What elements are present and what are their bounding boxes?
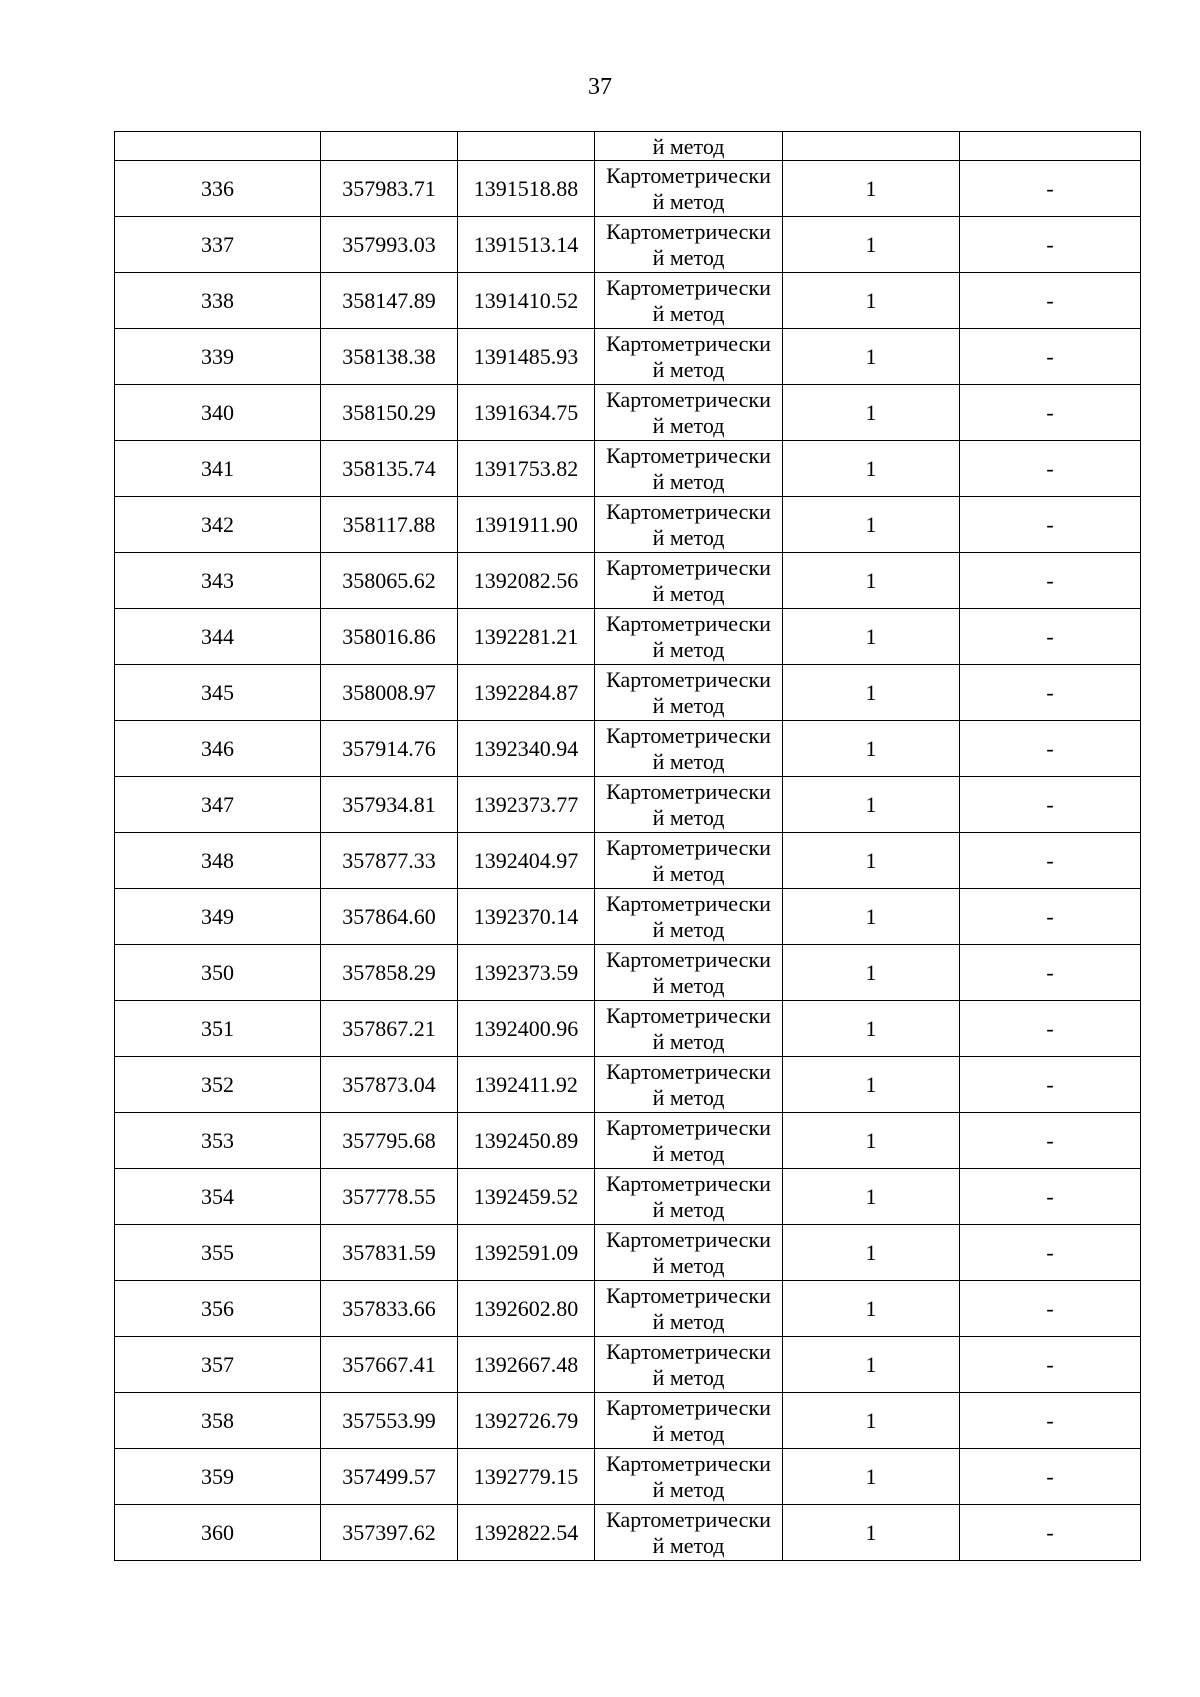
table-row	[115, 1225, 1141, 1281]
accuracy-cell: 1	[783, 1393, 960, 1449]
table-row	[115, 553, 1141, 609]
point-number-cell: 347	[115, 777, 321, 833]
method-cell	[595, 945, 783, 1001]
x-coordinate-cell: 357983.71	[321, 161, 458, 217]
note-cell: -	[960, 161, 1141, 217]
note-cell: -	[960, 833, 1141, 889]
table-row	[115, 1505, 1141, 1561]
table-row	[115, 889, 1141, 945]
method-cell	[595, 1337, 783, 1393]
x-coordinate-cell: 358150.29	[321, 385, 458, 441]
point-number-cell: 360	[115, 1505, 321, 1561]
y-coordinate-cell: 1392726.79	[458, 1393, 595, 1449]
note-cell: -	[960, 217, 1141, 273]
method-text-line: Картометрически	[606, 1282, 771, 1308]
note-cell: -	[960, 497, 1141, 553]
method-text-line: Картометрически	[606, 834, 771, 860]
note-cell: -	[960, 945, 1141, 1001]
method-text-line: й метод	[652, 580, 725, 606]
table-row	[115, 1393, 1141, 1449]
x-coordinate-cell: 357795.68	[321, 1113, 458, 1169]
method-cell	[595, 329, 783, 385]
method-tail-text: й метод	[652, 133, 725, 159]
x-coordinate-cell: 358016.86	[321, 609, 458, 665]
method-cell	[595, 833, 783, 889]
method-cell	[595, 1281, 783, 1337]
point-number-cell: 342	[115, 497, 321, 553]
method-cell	[595, 1113, 783, 1169]
accuracy-cell: 1	[783, 665, 960, 721]
note-cell: -	[960, 553, 1141, 609]
method-text-line: й метод	[652, 1196, 725, 1222]
method-text-line: й метод	[652, 188, 725, 214]
x-coordinate-cell: 358138.38	[321, 329, 458, 385]
x-coordinate-cell: 357831.59	[321, 1225, 458, 1281]
note-cell: -	[960, 1113, 1141, 1169]
table-row	[115, 385, 1141, 441]
method-text-line: й метод	[652, 468, 725, 494]
accuracy-cell: 1	[783, 1505, 960, 1561]
table-row	[115, 329, 1141, 385]
note-cell: -	[960, 1225, 1141, 1281]
page-number: 37	[588, 74, 612, 100]
point-number-cell: 358	[115, 1393, 321, 1449]
method-text-line: й метод	[652, 804, 725, 830]
note-cell: -	[960, 721, 1141, 777]
method-text-line: й метод	[652, 916, 725, 942]
x-coordinate-cell: 357867.21	[321, 1001, 458, 1057]
method-text-line: й метод	[652, 412, 725, 438]
note-cell: -	[960, 1001, 1141, 1057]
x-coordinate-cell: 358065.62	[321, 553, 458, 609]
note-cell: -	[960, 889, 1141, 945]
method-text-line: й метод	[652, 636, 725, 662]
method-text-line: Картометрически	[606, 666, 771, 692]
accuracy-cell: 1	[783, 441, 960, 497]
method-text-line: Картометрически	[606, 498, 771, 524]
y-coordinate-cell: 1392450.89	[458, 1113, 595, 1169]
point-number-cell: 340	[115, 385, 321, 441]
point-number-cell: 356	[115, 1281, 321, 1337]
method-cell	[595, 777, 783, 833]
method-cell	[595, 497, 783, 553]
y-coordinate-cell: 1391518.88	[458, 161, 595, 217]
x-coordinate-cell: 357397.62	[321, 1505, 458, 1561]
note-cell: -	[960, 385, 1141, 441]
method-text-line: й метод	[652, 1420, 725, 1446]
note-cell: -	[960, 441, 1141, 497]
method-cell	[595, 1057, 783, 1113]
table-row	[115, 273, 1141, 329]
y-coordinate-cell: 1391485.93	[458, 329, 595, 385]
method-text-line: Картометрически	[606, 1394, 771, 1420]
x-coordinate-cell: 357864.60	[321, 889, 458, 945]
table-row	[115, 1337, 1141, 1393]
note-cell: -	[960, 273, 1141, 329]
point-number-cell: 351	[115, 1001, 321, 1057]
y-coordinate-cell: 1392340.94	[458, 721, 595, 777]
method-text-line: Картометрически	[606, 1506, 771, 1532]
table-row	[115, 833, 1141, 889]
x-coordinate-cell: 358008.97	[321, 665, 458, 721]
table-row	[115, 777, 1141, 833]
method-cell	[595, 1001, 783, 1057]
y-coordinate-cell: 1391634.75	[458, 385, 595, 441]
point-number-cell: 350	[115, 945, 321, 1001]
y-coordinate-cell	[458, 132, 595, 161]
point-number-cell: 359	[115, 1449, 321, 1505]
method-text-line: Картометрически	[606, 386, 771, 412]
x-coordinate-cell: 357993.03	[321, 217, 458, 273]
method-text-line: Картометрически	[606, 554, 771, 580]
note-cell: -	[960, 665, 1141, 721]
note-cell: -	[960, 1169, 1141, 1225]
table-row	[115, 1113, 1141, 1169]
note-cell: -	[960, 1393, 1141, 1449]
table-row	[115, 1057, 1141, 1113]
note-cell	[960, 132, 1141, 161]
method-text-line: й метод	[652, 1476, 725, 1502]
y-coordinate-cell: 1392822.54	[458, 1505, 595, 1561]
y-coordinate-cell: 1391410.52	[458, 273, 595, 329]
accuracy-cell: 1	[783, 721, 960, 777]
x-coordinate-cell: 358147.89	[321, 273, 458, 329]
method-cell	[595, 665, 783, 721]
table-row	[115, 497, 1141, 553]
method-cell	[595, 161, 783, 217]
method-text-line: й метод	[652, 1252, 725, 1278]
note-cell: -	[960, 1337, 1141, 1393]
accuracy-cell: 1	[783, 609, 960, 665]
continuation-row	[115, 132, 1141, 161]
y-coordinate-cell: 1392602.80	[458, 1281, 595, 1337]
accuracy-cell: 1	[783, 553, 960, 609]
x-coordinate-cell: 357858.29	[321, 945, 458, 1001]
note-cell: -	[960, 1505, 1141, 1561]
method-text-line: Картометрически	[606, 442, 771, 468]
method-cell	[595, 1169, 783, 1225]
accuracy-cell: 1	[783, 1225, 960, 1281]
method-text-line: й метод	[652, 1084, 725, 1110]
point-number-cell	[115, 132, 321, 161]
point-number-cell: 348	[115, 833, 321, 889]
point-number-cell: 354	[115, 1169, 321, 1225]
method-text-line: Картометрически	[606, 218, 771, 244]
x-coordinate-cell: 358135.74	[321, 441, 458, 497]
accuracy-cell: 1	[783, 385, 960, 441]
y-coordinate-cell: 1392591.09	[458, 1225, 595, 1281]
x-coordinate-cell: 357778.55	[321, 1169, 458, 1225]
x-coordinate-cell: 357667.41	[321, 1337, 458, 1393]
method-cell	[595, 217, 783, 273]
y-coordinate-cell: 1392284.87	[458, 665, 595, 721]
method-text-line: й метод	[652, 244, 725, 270]
x-coordinate-cell: 357499.57	[321, 1449, 458, 1505]
method-text-line: й метод	[652, 1028, 725, 1054]
method-cell	[595, 441, 783, 497]
method-text-line: Картометрически	[606, 1450, 771, 1476]
method-cell	[595, 553, 783, 609]
method-text-line: Картометрически	[606, 162, 771, 188]
y-coordinate-cell: 1392281.21	[458, 609, 595, 665]
method-text-line: й метод	[652, 524, 725, 550]
accuracy-cell: 1	[783, 329, 960, 385]
method-text-line: й метод	[652, 1140, 725, 1166]
point-number-cell: 353	[115, 1113, 321, 1169]
method-text-line: Картометрически	[606, 778, 771, 804]
point-number-cell: 336	[115, 161, 321, 217]
note-cell: -	[960, 1449, 1141, 1505]
table-row	[115, 945, 1141, 1001]
y-coordinate-cell: 1392779.15	[458, 1449, 595, 1505]
method-text-line: й метод	[652, 356, 725, 382]
point-number-cell: 344	[115, 609, 321, 665]
y-coordinate-cell: 1392459.52	[458, 1169, 595, 1225]
method-text-line: Картометрически	[606, 1114, 771, 1140]
y-coordinate-cell: 1392082.56	[458, 553, 595, 609]
point-number-cell: 352	[115, 1057, 321, 1113]
note-cell: -	[960, 777, 1141, 833]
point-number-cell: 355	[115, 1225, 321, 1281]
table-row	[115, 217, 1141, 273]
method-text-line: Картометрически	[606, 1002, 771, 1028]
y-coordinate-cell: 1392370.14	[458, 889, 595, 945]
point-number-cell: 346	[115, 721, 321, 777]
y-coordinate-cell: 1392400.96	[458, 1001, 595, 1057]
table-row	[115, 441, 1141, 497]
method-cell	[595, 132, 783, 161]
method-cell	[595, 1225, 783, 1281]
table-row	[115, 665, 1141, 721]
coordinates-table-body	[115, 132, 1141, 1561]
y-coordinate-cell: 1392667.48	[458, 1337, 595, 1393]
method-text-line: й метод	[652, 1308, 725, 1334]
accuracy-cell: 1	[783, 1001, 960, 1057]
table-row	[115, 1449, 1141, 1505]
accuracy-cell: 1	[783, 217, 960, 273]
accuracy-cell: 1	[783, 273, 960, 329]
y-coordinate-cell: 1392404.97	[458, 833, 595, 889]
accuracy-cell: 1	[783, 1169, 960, 1225]
x-coordinate-cell: 357934.81	[321, 777, 458, 833]
accuracy-cell: 1	[783, 833, 960, 889]
accuracy-cell: 1	[783, 1449, 960, 1505]
method-text-line: й метод	[652, 748, 725, 774]
method-text-line: Картометрически	[606, 1338, 771, 1364]
method-cell	[595, 721, 783, 777]
point-number-cell: 357	[115, 1337, 321, 1393]
table-row	[115, 721, 1141, 777]
accuracy-cell: 1	[783, 1337, 960, 1393]
method-cell	[595, 273, 783, 329]
method-text-line: Картометрически	[606, 1226, 771, 1252]
method-text-line: й метод	[652, 860, 725, 886]
x-coordinate-cell: 357877.33	[321, 833, 458, 889]
point-number-cell: 349	[115, 889, 321, 945]
coordinates-table	[114, 131, 1141, 1561]
point-number-cell: 343	[115, 553, 321, 609]
accuracy-cell: 1	[783, 161, 960, 217]
accuracy-cell: 1	[783, 889, 960, 945]
method-cell	[595, 609, 783, 665]
method-text-line: й метод	[652, 972, 725, 998]
accuracy-cell: 1	[783, 1113, 960, 1169]
accuracy-cell	[783, 132, 960, 161]
table-row	[115, 161, 1141, 217]
table-row	[115, 1001, 1141, 1057]
method-text-line: й метод	[652, 1532, 725, 1558]
y-coordinate-cell: 1392411.92	[458, 1057, 595, 1113]
table-row	[115, 1281, 1141, 1337]
method-text-line: Картометрически	[606, 946, 771, 972]
method-cell	[595, 1449, 783, 1505]
method-text-line: Картометрически	[606, 1170, 771, 1196]
x-coordinate-cell	[321, 132, 458, 161]
accuracy-cell: 1	[783, 497, 960, 553]
method-text-line: Картометрически	[606, 274, 771, 300]
method-text-line: Картометрически	[606, 890, 771, 916]
method-cell	[595, 385, 783, 441]
x-coordinate-cell: 357873.04	[321, 1057, 458, 1113]
table-row	[115, 609, 1141, 665]
method-text-line: Картометрически	[606, 330, 771, 356]
accuracy-cell: 1	[783, 1281, 960, 1337]
y-coordinate-cell: 1392373.77	[458, 777, 595, 833]
point-number-cell: 339	[115, 329, 321, 385]
y-coordinate-cell: 1391911.90	[458, 497, 595, 553]
accuracy-cell: 1	[783, 945, 960, 1001]
accuracy-cell: 1	[783, 777, 960, 833]
x-coordinate-cell: 357553.99	[321, 1393, 458, 1449]
x-coordinate-cell: 357914.76	[321, 721, 458, 777]
method-text-line: Картометрически	[606, 1058, 771, 1084]
note-cell: -	[960, 1057, 1141, 1113]
x-coordinate-cell: 357833.66	[321, 1281, 458, 1337]
method-cell	[595, 1505, 783, 1561]
method-cell	[595, 1393, 783, 1449]
point-number-cell: 337	[115, 217, 321, 273]
note-cell: -	[960, 329, 1141, 385]
table-row	[115, 1169, 1141, 1225]
y-coordinate-cell: 1391753.82	[458, 441, 595, 497]
point-number-cell: 341	[115, 441, 321, 497]
x-coordinate-cell: 358117.88	[321, 497, 458, 553]
y-coordinate-cell: 1391513.14	[458, 217, 595, 273]
accuracy-cell: 1	[783, 1057, 960, 1113]
y-coordinate-cell: 1392373.59	[458, 945, 595, 1001]
method-text-line: Картометрически	[606, 722, 771, 748]
method-text-line: й метод	[652, 300, 725, 326]
method-text-line: й метод	[652, 692, 725, 718]
method-text-line: й метод	[652, 1364, 725, 1390]
method-cell	[595, 889, 783, 945]
method-text-line: Картометрически	[606, 610, 771, 636]
note-cell: -	[960, 609, 1141, 665]
point-number-cell: 345	[115, 665, 321, 721]
point-number-cell: 338	[115, 273, 321, 329]
note-cell: -	[960, 1281, 1141, 1337]
